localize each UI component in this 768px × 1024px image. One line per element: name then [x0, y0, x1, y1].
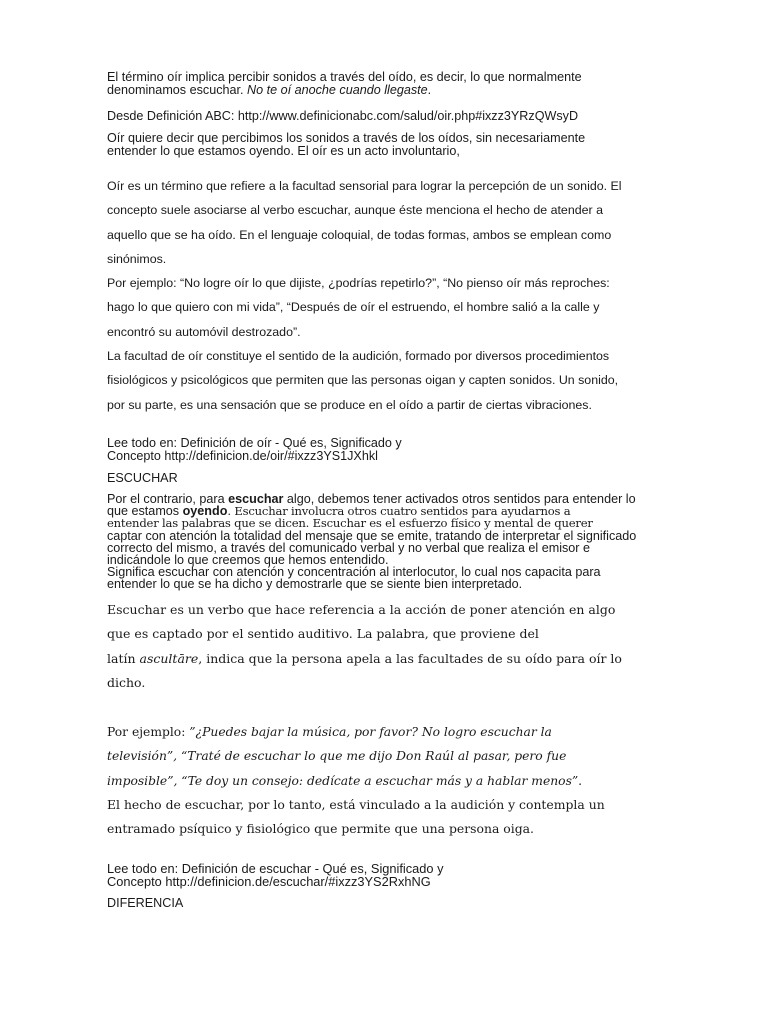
latin-term: ascultāre	[139, 650, 199, 666]
bold-term: oyendo	[182, 504, 228, 519]
section-heading-escuchar: ESCUCHAR	[107, 471, 178, 485]
paragraph-escuchar-contrario: Por el contrario, para escuchar algo, debemos tener activados otros sentidos para entender lo que estamos oyendo. Escuchar involucra otros cuatro sentidos para ayudarnos a entender las palabras que se dicen. Escuchar es el esfuerzo físico y mental de querer captar con atención la totalidad del mensaje que se emite, tratando de interpretar el significado correcto del mismo, a través del comunicado verbal y no verbal que realiza el emisor e indicándole lo que creemos que hemos entendido. Significa escuchar con atención y concentración al interlocutor, lo cual nos capacita para entender lo que se ha dicho y demostrarle que se siente bien interpretado.	[107, 492, 637, 592]
paragraph-oir-intro: El término oír implica percibir sonidos a través del oído, es decir, lo que normalmente denominamos escuchar. No te oí anoche cuando llegaste.	[107, 71, 667, 96]
bold-term: escuchar	[228, 492, 284, 506]
section-heading-diferencia: DIFERENCIA	[107, 896, 184, 910]
paragraph-escuchar-hecho: El hecho de escuchar, por lo tanto, está vinculado a la audición y contempla un entramado psíquico y fisiológico que permite que una persona oiga.	[107, 797, 605, 837]
source-citation-oir: Lee todo en: Definición de oír - Qué es, Significado y Concepto http://definicion.de/oir/#ixzz3YS1JXhkl	[107, 436, 402, 463]
paragraph-oir-definition: Oír quiere decir que percibimos los sonidos a través de los oídos, sin necesariamente entender lo que estamos oyendo. El oír es un acto involuntario,	[107, 131, 586, 158]
source-citation-escuchar: Lee todo en: Definición de escuchar - Qué es, Significado y Concepto http://definicion.de/escuchar/#ixzz3YS2RxhNG	[107, 861, 444, 889]
paragraph-oir-term: Oír es un término que refiere a la facultad sensorial para lograr la percepción de un sonido. El concepto suele asociarse al verbo escuchar, aunque éste menciona el hecho de atender a aquello que se ha oído. En el lenguaje coloquial, de todas formas, ambos se emplean como sinónimos.	[107, 179, 622, 267]
paragraph-oir-examples: Por ejemplo: “No logre oír lo que dijiste, ¿podrías repetirlo?”, “No pienso oír más reproches: hago lo que quiero con mi vida”, “Después de oír el estruendo, el hombre salió a la calle y encontró su automóvil destrozado”.	[107, 276, 610, 339]
example-italic: No te oí anoche cuando llegaste	[247, 82, 428, 97]
source-citation-abc: Desde Definición ABC: http://www.definicionabc.com/salud/oir.php#ixzz3YRzQWsyD	[107, 109, 579, 123]
paragraph-escuchar-examples: Por ejemplo: ”¿Puedes bajar la música, por favor? No logro escuchar la televisión”, “Traté de escuchar lo que me dijo Don Raúl al pasar, pero fue imposible”, “Te doy un consejo: dedícate a escuchar más y a hablar menos”.	[107, 725, 583, 788]
paragraph-line: denominamos escuchar. No te oí anoche cuando llegaste.	[107, 82, 432, 97]
paragraph-oir-audicion: La facultad de oír constituye el sentido de la audición, formado por diversos procedimientos fisiológicos y psicológicos que permiten que las personas oigan y capten sonidos. Un sonido, por su parte, es una sensación que se produce en el oído a partir de ciertas vibraciones.	[107, 349, 619, 412]
paragraph-escuchar-verbo: Escuchar es un verbo que hace referencia a la acción de poner atención en algo que es captado por el sentido auditivo. La palabra, que proviene del latín ascultāre, indica que la persona apela a las facultades de su oído para oír lo dicho.	[107, 602, 622, 691]
